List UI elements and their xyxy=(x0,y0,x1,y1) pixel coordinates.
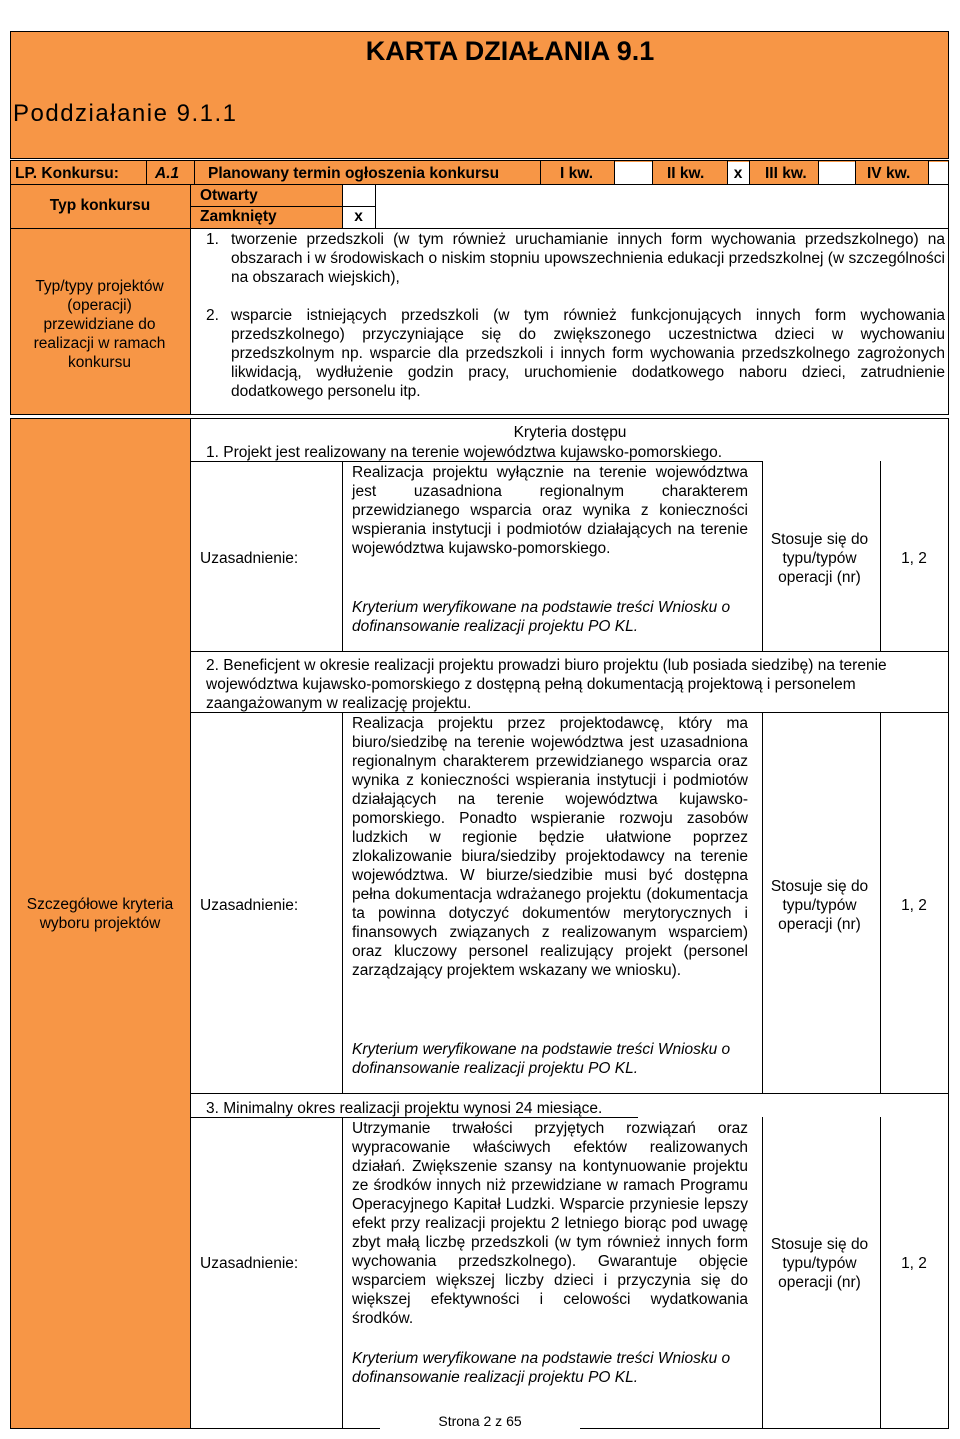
criterion-2-title: 2. Beneficjent w okresie realizacji projektu prowadzi biuro projektu (lub posiada siedzibę) na terenie województwa kujawsko-pomorskiego z dostępną pełną dokumentacją projektową i personelem zaangażowanym w realizację projektu. xyxy=(206,657,887,712)
planned-date-label: Planowany termin ogłoszenia konkursu xyxy=(208,165,500,182)
competition-type-label: Typ konkursu xyxy=(49,197,151,214)
criterion-2-applies-value: 1, 2 xyxy=(901,897,927,914)
access-criteria-title: Kryteria dostępu xyxy=(513,424,627,441)
criterion-1-justification: Realizacja projektu wyłącznie na terenie województwa jest uzasadniona regionalnym charakterem przewidzianego wsparcia oraz wynika z konieczności wspierania instytucji i podmiotów działających na terenie województwa kujawsko-pomorskiego. xyxy=(352,464,748,557)
criterion-3-justification: Utrzymanie trwałości przyjętych rozwiązań oraz wypracowanie właściwych efektów realizowanych działań. Zwiększenie szansy na kontynuowanie projektu ze środków innych niż przewidziane w ramach Programu Operacyjnego Kapitał Ludzki. Wsparcie przyniesie lepszy efekt przy realizacji projektu 2 letniego biorąc pod uwagę zbyt małą liczbę przedszkoli (w tym również innych form wychowania przedszkolnego). Gwarantuje objęcie wsparciem większej liczby dzieci i przyczynia się do większej efektywności i celowości wydatkowania środków. xyxy=(352,1120,748,1327)
quarter-4-label: IV kw. xyxy=(867,165,911,182)
lp-value: A.1 xyxy=(155,165,180,182)
project-type-1-number: 1. xyxy=(206,231,219,248)
project-type-2-number: 2. xyxy=(206,307,219,324)
criterion-1-justification-label: Uzasadnienie: xyxy=(200,550,299,567)
lp-label: LP. Konkursu: xyxy=(15,165,119,182)
criterion-3-verified-note: Kryterium weryfikowane na podstawie treści Wniosku o dofinansowanie realizacji projektu PO KL. xyxy=(352,1350,731,1386)
criterion-3-applies-label: Stosuje się do typu/typów operacji (nr) xyxy=(770,1236,869,1291)
subaction-title: Poddziałanie 9.1.1 xyxy=(13,100,238,127)
type-open-label: Otwarty xyxy=(200,187,258,204)
criterion-2-verified-note: Kryterium weryfikowane na podstawie treści Wniosku o dofinansowanie realizacji projektu PO KL. xyxy=(352,1041,731,1077)
criterion-1-applies-value: 1, 2 xyxy=(901,550,927,567)
criterion-2-justification-label: Uzasadnienie: xyxy=(200,897,299,914)
criterion-3-justification-label: Uzasadnienie: xyxy=(200,1255,299,1272)
quarter-2-label: II kw. xyxy=(667,165,705,182)
criterion-1-applies-label: Stosuje się do typu/typów operacji (nr) xyxy=(770,531,869,586)
page-number: Strona 2 z 65 xyxy=(380,1413,580,1429)
quarter-3-label: III kw. xyxy=(765,165,807,182)
project-types-label: Typ/typy projektów (operacji) przewidziane do realizacji w ramach konkursu xyxy=(33,278,166,371)
criterion-1-title: 1. Projekt jest realizowany na terenie województwa kujawsko-pomorskiego. xyxy=(206,444,723,461)
quarter-1-label: I kw. xyxy=(560,165,594,182)
project-type-2-text: wsparcie istniejących przedszkoli (w tym również funkcjonujących innych form wychowania przedszkolnego) przyczyniające się do zwiększonego uczestnictwa dzieci w wychowaniu przedszkolnym np. wsparcie dla przedszkoli i innych form wychowania przedszkolnego zagrożonych likwidacją, wydłużenie godzin pracy, uruchomienie dodatkowego naboru dzieci, zatrudnienie dodatkowego personelu itp. xyxy=(231,307,945,400)
quarter-2-mark: x xyxy=(733,165,743,182)
criterion-1-verified-note: Kryterium weryfikowane na podstawie treści Wniosku o dofinansowanie realizacji projektu PO KL. xyxy=(352,599,731,635)
card-title: KARTA DZIAŁANIA 9.1 xyxy=(365,36,655,66)
selection-criteria-label: Szczegółowe kryteria wyboru projektów xyxy=(26,896,174,932)
type-closed-mark: x xyxy=(354,208,363,225)
criterion-3-applies-value: 1, 2 xyxy=(901,1255,927,1272)
project-type-1-text: tworzenie przedszkoli (w tym również uruchamianie innych form wychowania przedszkolnego) na obszarach i w środowiskach o niskim stopniu upowszechnienia edukacji przedszkolnej (w szczególności na obszarach wiejskich), xyxy=(231,231,945,286)
criterion-2-justification: Realizacja projektu przez projektodawcę, który ma biuro/siedzibę na terenie województwa jest uzasadniona regionalnym charakterem przewidzianego wsparcia oraz wynika z konieczności wspierania instytucji i podmiotów działających na terenie województwa kujawsko-pomorskiego. Ponadto wspieranie rozwoju zasobów ludzkich w regionie będzie ułatwione poprzez zlokalizowanie biura/siedziby projektodawcy na terenie województwa. W biurze/siedzibie musi być dostępna pełna dokumentacja wdrażanego projektu (dokumentacja ta powinna dotyczyć dokumentów merytorycznych i finansowych związanych z realizowanym wsparciem) oraz kluczowy personel realizujący projekt (personel zarządzający projektem wskazany we wniosku). xyxy=(352,715,748,979)
type-closed-label: Zamknięty xyxy=(200,208,277,225)
criterion-2-applies-label: Stosuje się do typu/typów operacji (nr) xyxy=(770,878,869,933)
criterion-3-title: 3. Minimalny okres realizacji projektu wynosi 24 miesiące. xyxy=(206,1100,603,1117)
